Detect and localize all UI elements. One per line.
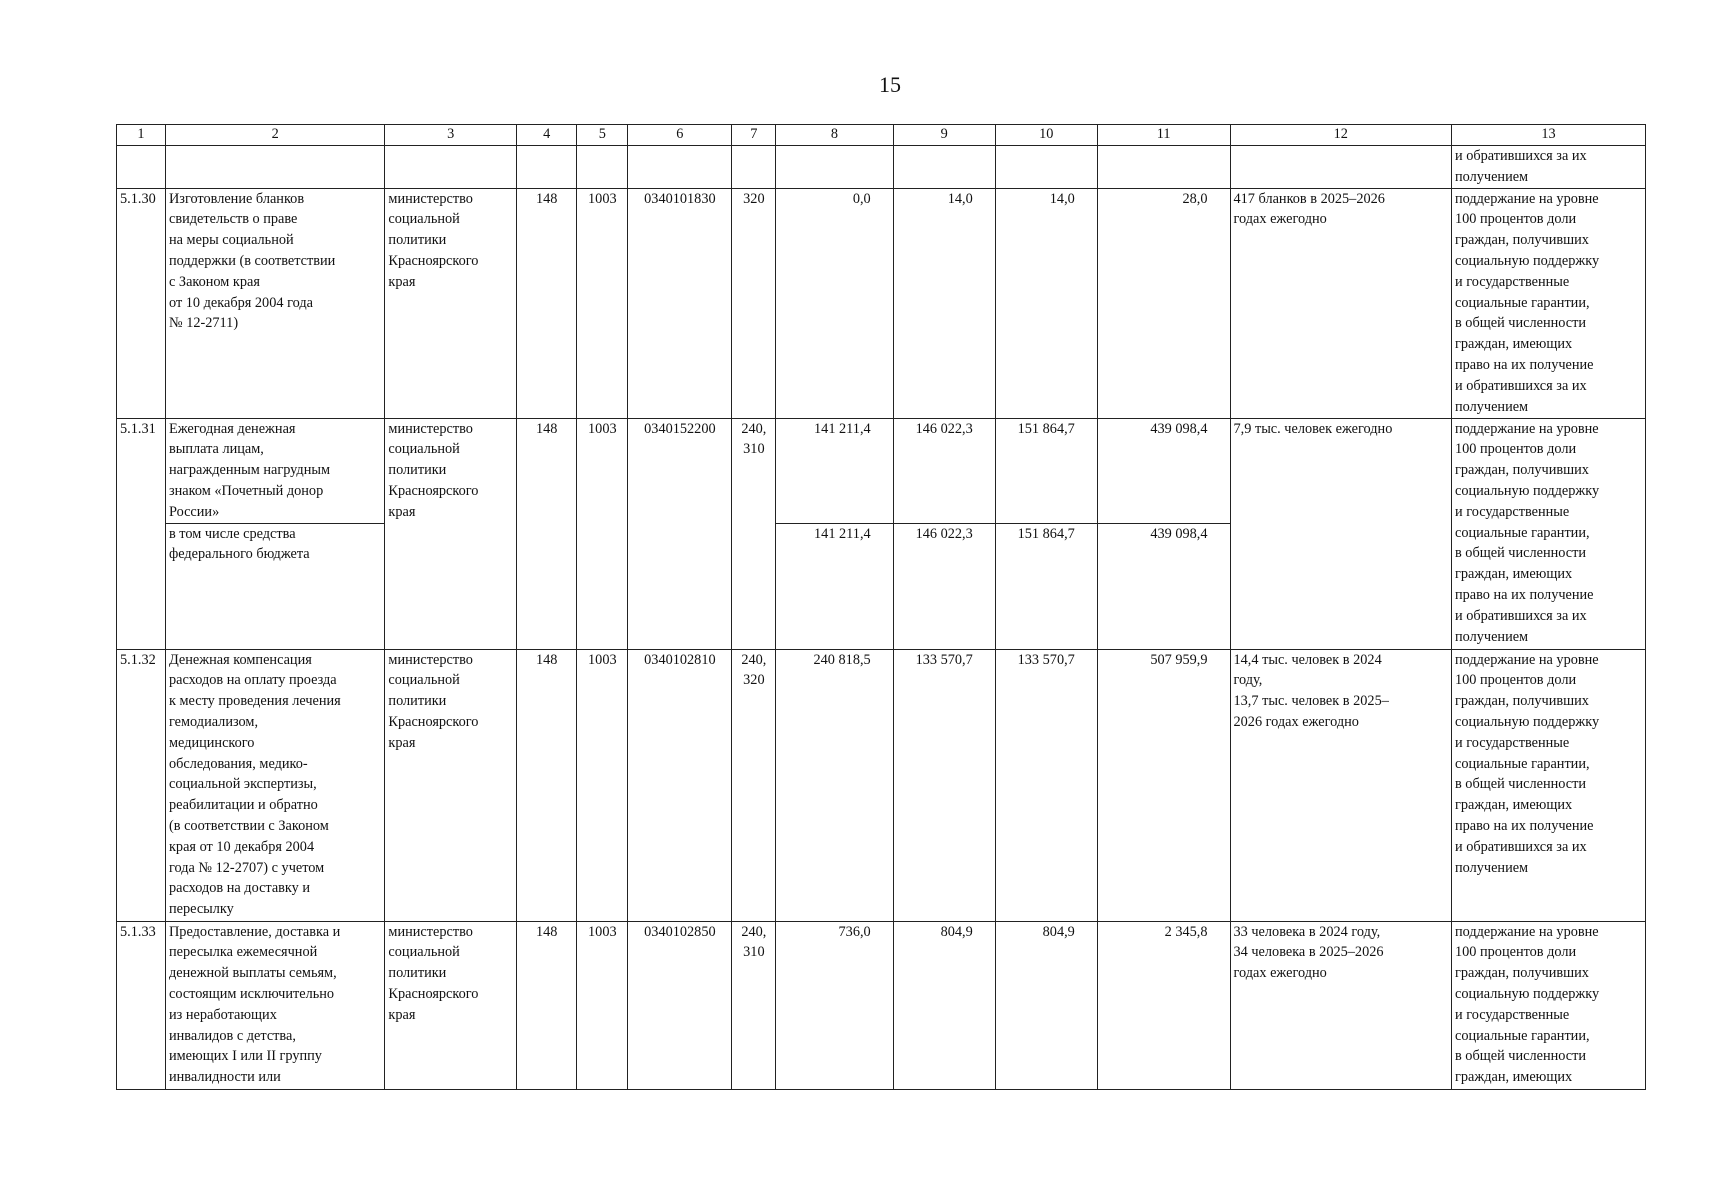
amount-year-2: 804,9 — [893, 921, 995, 1089]
column-header: 7 — [732, 125, 776, 146]
funding-source-label: в том числе средства федерального бюджета — [165, 523, 384, 649]
ministry-code: 148 — [517, 418, 577, 649]
activity-name: Ежегодная денежная выплата лицам, награжденным нагрудным знаком «Почетный донор России» — [165, 418, 384, 523]
ministry-code: 148 — [517, 649, 577, 921]
column-header: 13 — [1451, 125, 1645, 146]
amount-total: 439 098,4 — [1097, 523, 1230, 649]
target-item-code: 0340102810 — [628, 649, 732, 921]
continuation-row — [117, 146, 1646, 189]
row-number: 5.1.31 — [117, 418, 166, 649]
amount-year-1: 736,0 — [776, 921, 893, 1089]
responsible-org: министерство социальной политики Красноярского края — [385, 921, 517, 1089]
activity-name: Денежная компенсация расходов на оплату проезда к месту проведения лечения гемодиализом, медицинского обследования, медико- социальной экспертизы, реабилитации и обратно (в соответствии с Законом края от 10 декабря 2004 года № 12-2707) с учетом расходов на доставку и пересылку — [165, 649, 384, 921]
column-header: 10 — [995, 125, 1097, 146]
amount-total: 439 098,4 — [1097, 418, 1230, 523]
target-indicator: поддержание на уровне 100 процентов доли граждан, получивших социальную поддержку и государственные социальные гарантии, в общей численности граждан, имеющих — [1451, 921, 1645, 1089]
amount-total: 507 959,9 — [1097, 649, 1230, 921]
target-item-code: 0340152200 — [628, 418, 732, 649]
expense-type-code: 240, 320 — [732, 649, 776, 921]
responsible-org: министерство социальной политики Красноярского края — [385, 188, 517, 418]
column-header: 2 — [165, 125, 384, 146]
amount-year-3: 151 864,7 — [995, 523, 1097, 649]
column-header: 9 — [893, 125, 995, 146]
amount-year-1: 240 818,5 — [776, 649, 893, 921]
expected-result: 7,9 тыс. человек ежегодно — [1230, 418, 1451, 649]
amount-year-3: 804,9 — [995, 921, 1097, 1089]
expense-type-code: 240, 310 — [732, 418, 776, 649]
column-number-header-row — [117, 125, 1646, 146]
amount-year-3: 133 570,7 — [995, 649, 1097, 921]
continuation-indicator-text: и обратившихся за их получением — [1451, 146, 1645, 189]
section-code: 1003 — [577, 418, 628, 649]
expense-type-code: 240, 310 — [732, 921, 776, 1089]
target-item-code: 0340102850 — [628, 921, 732, 1089]
column-header: 11 — [1097, 125, 1230, 146]
column-header: 4 — [517, 125, 577, 146]
amount-total: 2 345,8 — [1097, 921, 1230, 1089]
column-header: 1 — [117, 125, 166, 146]
responsible-org: министерство социальной политики Красноярского края — [385, 418, 517, 649]
row-number: 5.1.33 — [117, 921, 166, 1089]
column-header: 12 — [1230, 125, 1451, 146]
activity-name: Изготовление бланков свидетельств о праве на меры социальной поддержки (в соответствии с Законом края от 10 декабря 2004 года № 12-2711) — [165, 188, 384, 418]
column-header: 6 — [628, 125, 732, 146]
program-activities-table — [116, 124, 1646, 1090]
expected-result: 14,4 тыс. человек в 2024 году, 13,7 тыс. человек в 2025– 2026 годах ежегодно — [1230, 649, 1451, 921]
section-code: 1003 — [577, 921, 628, 1089]
table-row — [117, 188, 1646, 418]
section-code: 1003 — [577, 188, 628, 418]
ministry-code: 148 — [517, 188, 577, 418]
amount-year-2: 133 570,7 — [893, 649, 995, 921]
target-item-code: 0340101830 — [628, 188, 732, 418]
table-row — [117, 649, 1646, 921]
amount-total: 28,0 — [1097, 188, 1230, 418]
amount-year-3: 151 864,7 — [995, 418, 1097, 523]
expense-type-code: 320 — [732, 188, 776, 418]
amount-year-2: 146 022,3 — [893, 418, 995, 523]
amount-year-2: 146 022,3 — [893, 523, 995, 649]
column-header: 8 — [776, 125, 893, 146]
amount-year-1: 141 211,4 — [776, 523, 893, 649]
expected-result: 33 человека в 2024 году, 34 человека в 2025–2026 годах ежегодно — [1230, 921, 1451, 1089]
row-number: 5.1.32 — [117, 649, 166, 921]
amount-year-3: 14,0 — [995, 188, 1097, 418]
amount-year-1: 0,0 — [776, 188, 893, 418]
amount-year-1: 141 211,4 — [776, 418, 893, 523]
target-indicator: поддержание на уровне 100 процентов доли граждан, получивших социальную поддержку и государственные социальные гарантии, в общей численности граждан, имеющих право на их получение и обратившихся за их получением — [1451, 649, 1645, 921]
row-number: 5.1.30 — [117, 188, 166, 418]
responsible-org: министерство социальной политики Красноярского края — [385, 649, 517, 921]
expected-result: 417 бланков в 2025–2026 годах ежегодно — [1230, 188, 1451, 418]
target-indicator: поддержание на уровне 100 процентов доли граждан, получивших социальную поддержку и государственные социальные гарантии, в общей численности граждан, имеющих право на их получение и обратившихся за их получением — [1451, 418, 1645, 649]
target-indicator: поддержание на уровне 100 процентов доли граждан, получивших социальную поддержку и государственные социальные гарантии, в общей численности граждан, имеющих право на их получение и обратившихся за их получением — [1451, 188, 1645, 418]
section-code: 1003 — [577, 649, 628, 921]
ministry-code: 148 — [517, 921, 577, 1089]
amount-year-2: 14,0 — [893, 188, 995, 418]
table-row — [117, 418, 1646, 523]
column-header: 5 — [577, 125, 628, 146]
table-row — [117, 921, 1646, 1089]
activity-name: Предоставление, доставка и пересылка ежемесячной денежной выплаты семьям, состоящим исключительно из неработающих инвалидов с детства, имеющих I или II группу инвалидности или — [165, 921, 384, 1089]
column-header: 3 — [385, 125, 517, 146]
page-number: 15 — [879, 72, 901, 97]
